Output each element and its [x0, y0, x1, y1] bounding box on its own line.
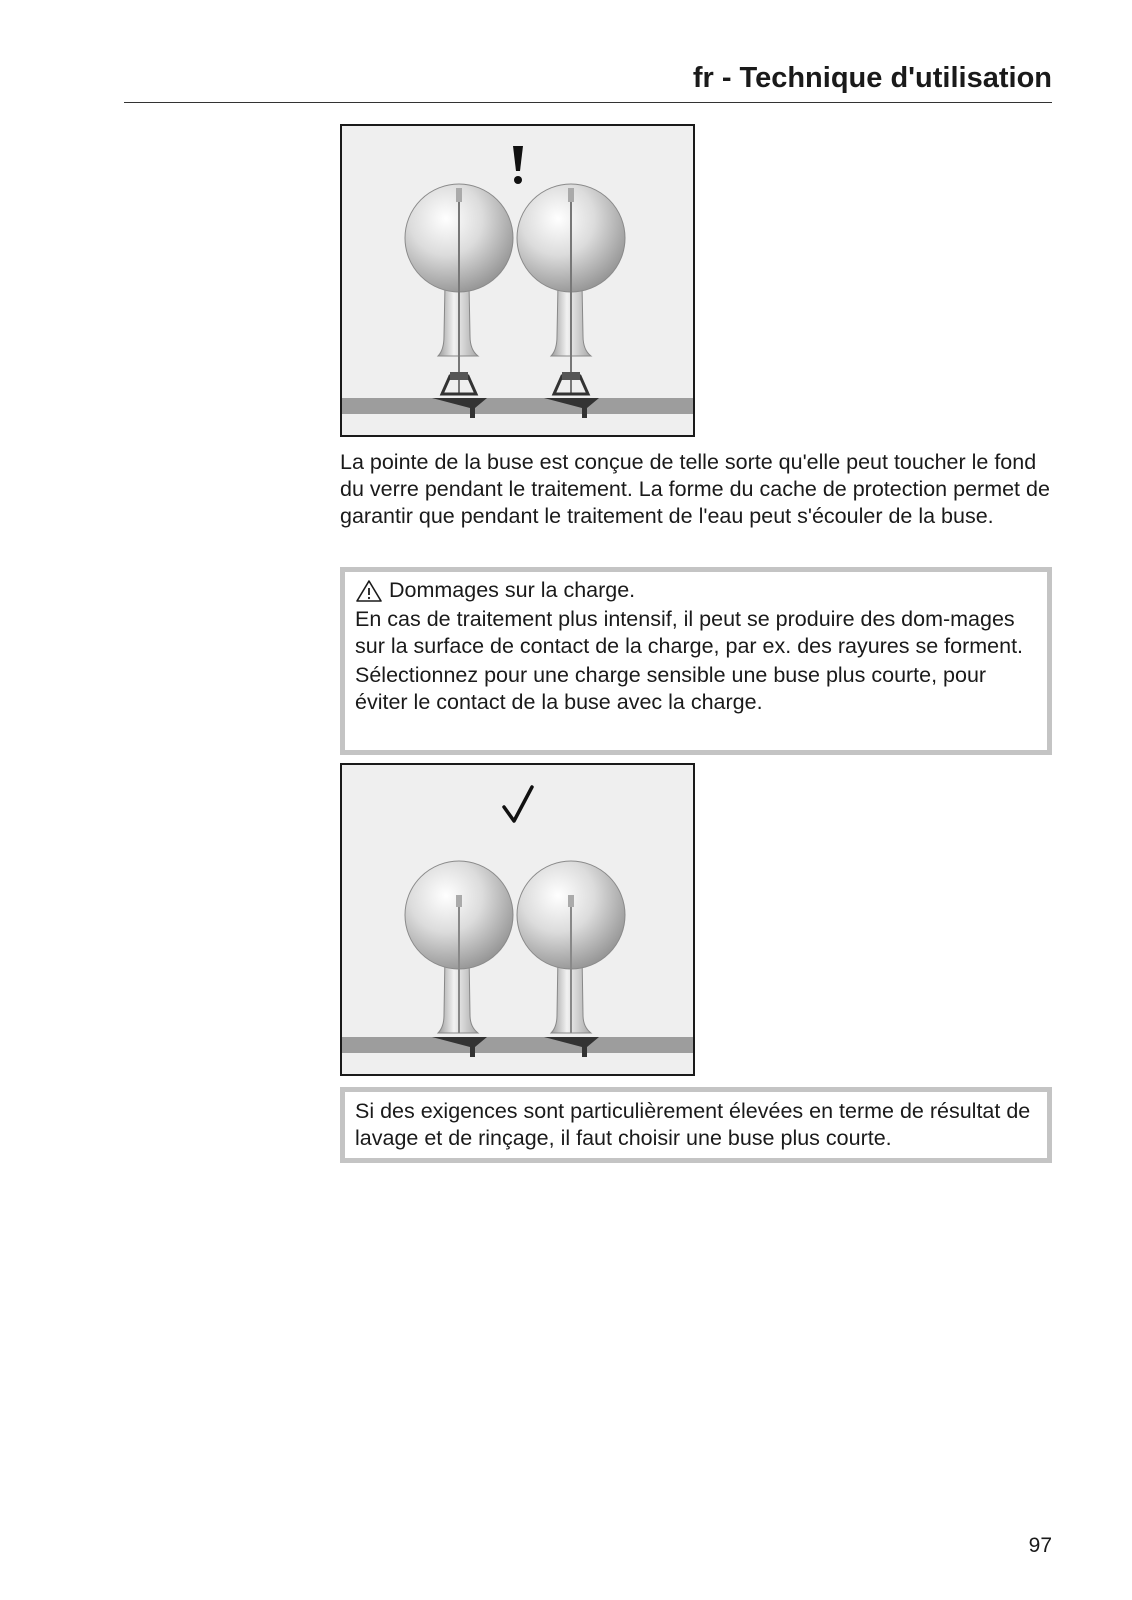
warning-text-2: Sélectionnez pour une charge sensible une buse plus courte, pour éviter le contact de la buse avec la charge. — [355, 663, 987, 714]
rack-bar — [342, 1037, 693, 1053]
glass-left — [405, 861, 513, 1057]
checkmark-icon — [504, 787, 532, 821]
glass-left — [405, 184, 513, 418]
header-divider — [124, 102, 1052, 103]
warning-title-row — [355, 577, 1037, 604]
figure-nozzle-touching — [340, 124, 695, 437]
warning-box — [340, 567, 1052, 755]
warning-triangle-icon — [355, 579, 383, 603]
body-paragraph: La pointe de la buse est conçue de telle sorte qu'elle peut toucher le fond du verre pendant le traitement. La forme du cache de protection permet de garantir que pendant le traitement de l'eau peut s'écouler de la buse. — [340, 450, 1050, 528]
glass-illustration-1 — [342, 126, 693, 435]
exclamation-icon — [513, 146, 523, 184]
figure-short-nozzle — [340, 763, 695, 1076]
warning-text-1: En cas de traitement plus intensif, il peut se produire des dom-mages sur la surface de contact de la charge, par ex. des rayures se forment. — [355, 607, 1024, 658]
glass-right — [517, 184, 625, 418]
rack-bar — [342, 398, 693, 414]
note-box — [340, 1087, 1052, 1163]
note-text: Si des exigences sont particulièrement élevées en terme de résultat de lavage et de rinçage, il faut choisir une buse plus courte. — [355, 1099, 1031, 1150]
header-title: fr - Technique d'utilisation — [692, 62, 1052, 94]
glass-right — [517, 861, 625, 1057]
warning-title: Dommages sur la charge. — [389, 578, 636, 602]
page-number: 97 — [1028, 1534, 1052, 1557]
glass-illustration-2 — [342, 765, 693, 1074]
